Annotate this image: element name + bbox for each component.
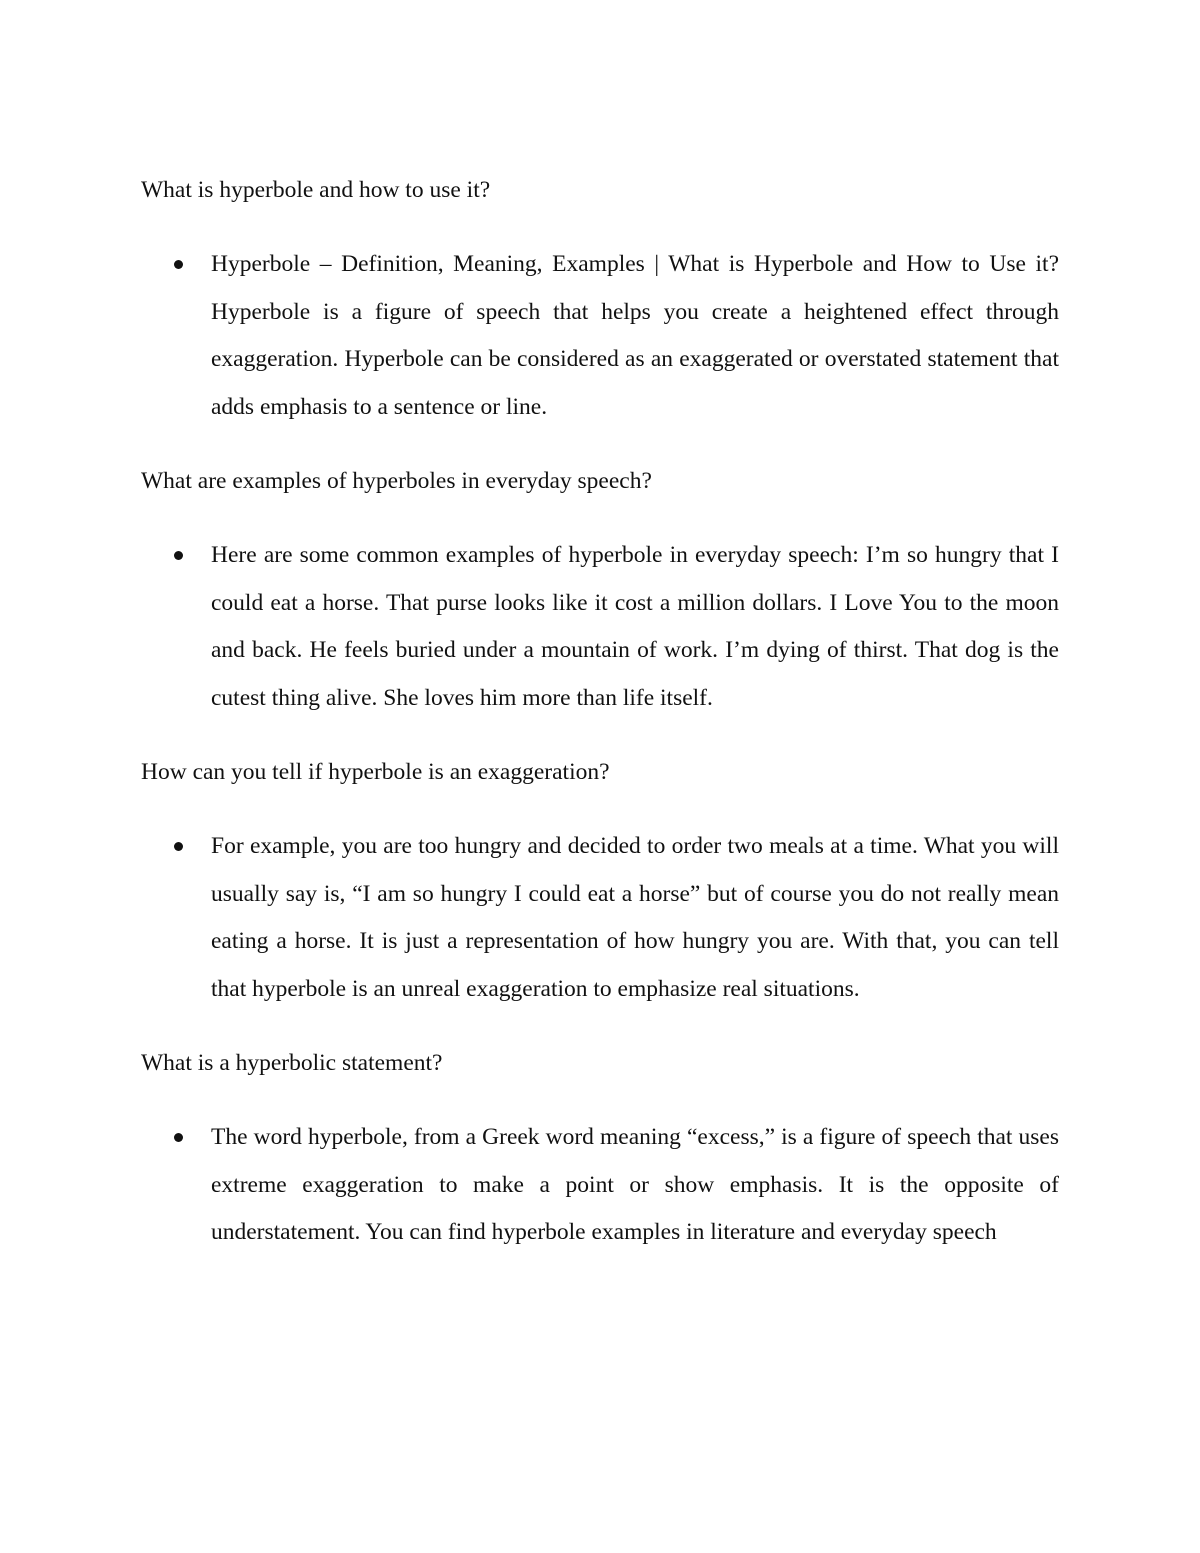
- answer-list: [141, 823, 1059, 1013]
- answer-text: For example, you are too hungry and decided to order two meals at a time. What you will usually say is, “I am so hungry I could eat a horse” but of course you do not really mean eating a horse. It is just a representation of how hungry you are. With that, you can tell that hyperbole is an unreal exaggeration to emphasize real situations.: [211, 833, 1059, 1002]
- answer-list: [141, 241, 1059, 431]
- answer-text: Here are some common examples of hyperbole in everyday speech: I’m so hungry that I could eat a horse. That purse looks like it cost a million dollars. I Love You to the moon and back. He feels buried under a mountain of work. I’m dying of thirst. That dog is the cutest thing alive. She loves him more than life itself.: [211, 542, 1059, 711]
- bullet-icon: [174, 823, 188, 870]
- question-heading: How can you tell if hyperbole is an exaggeration?: [141, 759, 610, 786]
- qa-section-3: [141, 749, 1059, 1013]
- answer-list: [141, 1114, 1059, 1256]
- answer-text: The word hyperbole, from a Greek word meaning “excess,” is a figure of speech that uses extreme exaggeration to make a point or show emphasis. It is the opposite of understatement. You can find hyperbole examples in literature and everyday speech: [211, 1124, 1059, 1246]
- question-heading: What is a hyperbolic statement?: [141, 1050, 443, 1077]
- answer-text: Hyperbole – Definition, Meaning, Examples | What is Hyperbole and How to Use it? Hyperbole is a figure of speech that helps you create a heightened effect through exaggeration. Hyperbole can be considered as an exaggerated or overstated statement that adds emphasis to a sentence or line.: [211, 251, 1059, 420]
- answer-item: [141, 532, 1059, 722]
- answer-item: [141, 241, 1059, 431]
- bullet-icon: [174, 1114, 188, 1161]
- bullet-icon: [174, 241, 188, 288]
- question-heading: What is hyperbole and how to use it?: [141, 177, 491, 203]
- question-heading: What are examples of hyperboles in everyday speech?: [141, 468, 652, 495]
- bullet-icon: [174, 532, 188, 579]
- answer-item: [141, 823, 1059, 1013]
- answer-list: [141, 532, 1059, 722]
- qa-section-2: [141, 458, 1059, 722]
- qa-section-4: [141, 1040, 1059, 1257]
- qa-section-1: [141, 167, 1059, 431]
- answer-item: [141, 1114, 1059, 1256]
- document-body: [141, 167, 1059, 1284]
